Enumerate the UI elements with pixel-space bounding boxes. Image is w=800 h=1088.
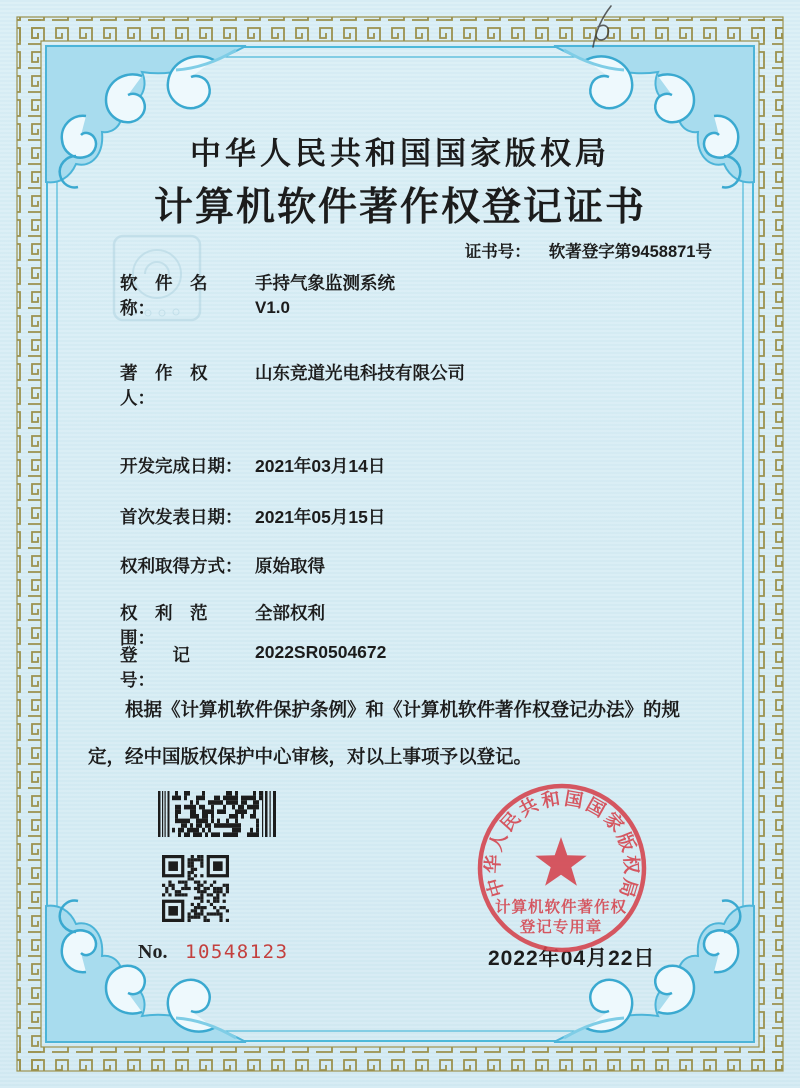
qr-code	[162, 855, 229, 922]
software-version: V1.0	[255, 298, 290, 317]
field-label: 登 记 号：	[120, 645, 225, 690]
field-label: 软 件 名 称：	[120, 273, 225, 318]
certificate-number-line	[465, 238, 712, 262]
serial-no-value: 10548123	[185, 941, 289, 963]
seal-line1: 计算机软件著作权	[494, 899, 628, 916]
serial-number-line	[138, 941, 289, 964]
field-value: 山东竞道光电科技有限公司	[255, 363, 465, 383]
field-label: 首次发表日期：	[120, 507, 243, 527]
field-label: 著 作 权 人：	[120, 363, 225, 408]
field-value: 2022SR0504672	[255, 642, 387, 662]
field-right-acquire-method	[120, 553, 325, 578]
certificate-title: 计算机软件著作权登记证书	[153, 186, 646, 229]
field-label: 开发完成日期：	[120, 456, 243, 476]
field-dev-complete-date	[120, 453, 385, 478]
barcode	[158, 791, 276, 837]
field-value: 手持气象监测系统	[255, 273, 395, 293]
field-label: 权 利 范 围：	[120, 603, 225, 648]
field-value: 全部权利	[255, 603, 325, 623]
seal-ring-text: 中华人民共和国国家版权局	[481, 787, 643, 900]
seal-line2: 登记专用章	[519, 919, 603, 936]
field-value: 2021年03月14日	[255, 456, 386, 476]
certificate-number-label: 证书号：	[464, 243, 531, 261]
serial-no-label: No.	[138, 941, 168, 963]
field-copyright-owner	[120, 360, 465, 410]
field-value: 原始取得	[255, 556, 325, 576]
registration-statement: 根据《计算机软件保护条例》和《计算机软件著作权登记办法》的规定，经中国版权保护中心审核，对以上事项予以登记。	[88, 699, 681, 767]
certificate-number-value: 软著登字第9458871号	[548, 243, 712, 261]
field-registration-no	[120, 642, 386, 692]
field-value: 2021年05月15日	[255, 507, 386, 527]
field-label: 权利取得方式：	[120, 556, 243, 576]
authority-title: 中华人民共和国国家版权局	[190, 136, 610, 171]
issue-date: 2022年04月22日	[488, 947, 656, 970]
field-first-publish-date	[120, 504, 385, 529]
